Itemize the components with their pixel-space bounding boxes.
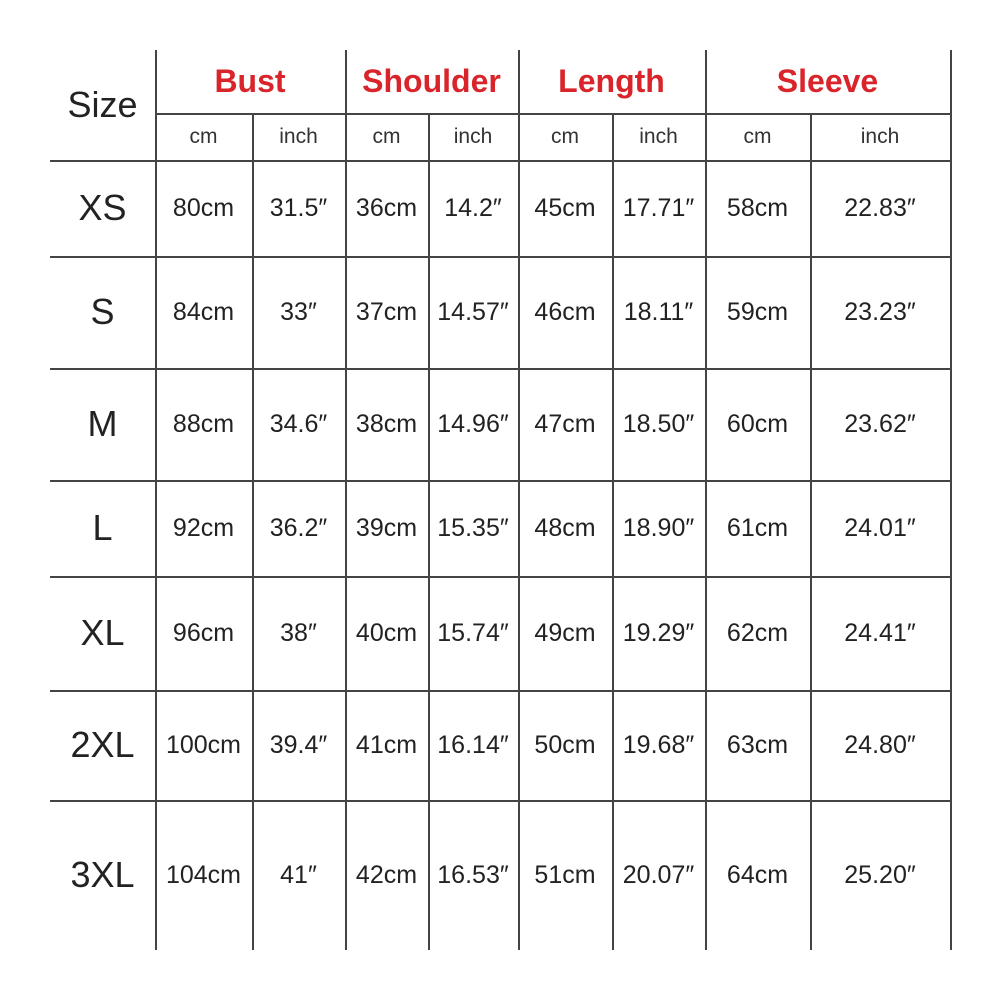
group-header-shoulder: Shoulder [362,63,501,99]
measurement-cell: 96cm [172,618,235,647]
measurement-cell: 47cm [534,409,596,438]
measurement-cell: 22.83″ [844,193,916,222]
measurement-cell: 104cm [165,860,242,889]
measurement-cell: 15.35″ [437,513,509,542]
measurement-cell: 64cm [726,860,789,889]
measurement-cell: 63cm [726,730,789,759]
measurement-cell: 41″ [280,860,317,889]
unit-header-inch: inch [860,124,900,148]
unit-header-cm: cm [551,124,579,148]
size-label: 3XL [70,854,135,895]
measurement-cell: 38″ [280,618,317,647]
size-label: L [92,507,113,548]
measurement-cell: 18.11″ [623,297,694,326]
size-column-header: Size [67,84,138,125]
size-label: M [87,403,118,444]
measurement-cell: 59cm [726,297,789,326]
measurement-cell: 39.4″ [269,730,328,759]
measurement-cell: 16.14″ [437,730,509,759]
unit-header-cm: cm [189,124,218,148]
measurement-cell: 48cm [534,513,596,542]
measurement-cell: 51cm [534,860,596,889]
measurement-cell: 14.96″ [437,409,509,438]
measurement-cell: 62cm [726,618,789,647]
measurement-cell: 33″ [280,297,317,326]
measurement-cell: 25.20″ [844,860,916,889]
measurement-cell: 88cm [172,409,235,438]
unit-header-cm: cm [372,124,401,148]
measurement-cell: 20.07″ [622,860,695,889]
group-header-bust: Bust [214,63,286,99]
measurement-cell: 14.2″ [444,193,502,222]
measurement-cell: 23.62″ [844,409,916,438]
measurement-cell: 31.5″ [269,193,328,222]
measurement-cell: 61cm [726,513,789,542]
grid-line-v [950,50,952,950]
measurement-cell: 41cm [355,730,418,759]
unit-header-inch: inch [279,124,318,148]
size-label: S [90,291,115,332]
measurement-cell: 14.57″ [437,297,509,326]
measurement-cell: 84cm [172,297,235,326]
measurement-cell: 19.68″ [622,730,695,759]
measurement-cell: 15.74″ [437,618,509,647]
measurement-cell: 24.41″ [844,618,916,647]
measurement-cell: 60cm [726,409,789,438]
measurement-cell: 24.80″ [844,730,916,759]
group-header-length: Length [558,63,665,99]
unit-header-cm: cm [743,124,772,148]
measurement-cell: 49cm [534,618,596,647]
measurement-cell: 24.01″ [844,513,916,542]
measurement-cell: 92cm [172,513,235,542]
measurement-cell: 16.53″ [437,860,509,889]
measurement-cell: 36.2″ [269,513,328,542]
measurement-cell: 36cm [355,193,418,222]
measurement-cell: 46cm [534,297,596,326]
measurement-cell: 38cm [355,409,418,438]
measurement-cell: 58cm [726,193,789,222]
measurement-cell: 40cm [355,618,418,647]
size-label: XL [80,612,125,653]
measurement-cell: 18.90″ [622,513,695,542]
measurement-cell: 18.50″ [622,409,695,438]
unit-header-inch: inch [639,124,678,148]
measurement-cell: 34.6″ [269,409,328,438]
measurement-cell: 42cm [355,860,418,889]
measurement-cell: 80cm [172,193,235,222]
size-label: 2XL [70,724,135,765]
size-label: XS [78,187,127,228]
measurement-cell: 23.23″ [844,297,916,326]
unit-header-inch: inch [453,124,493,148]
measurement-cell: 45cm [534,193,596,222]
measurement-cell: 100cm [165,730,242,759]
measurement-cell: 37cm [355,297,418,326]
measurement-cell: 17.71″ [622,193,695,222]
group-header-sleeve: Sleeve [776,63,879,99]
measurement-cell: 19.29″ [622,618,695,647]
measurement-cell: 50cm [534,730,596,759]
measurement-cell: 39cm [355,513,418,542]
